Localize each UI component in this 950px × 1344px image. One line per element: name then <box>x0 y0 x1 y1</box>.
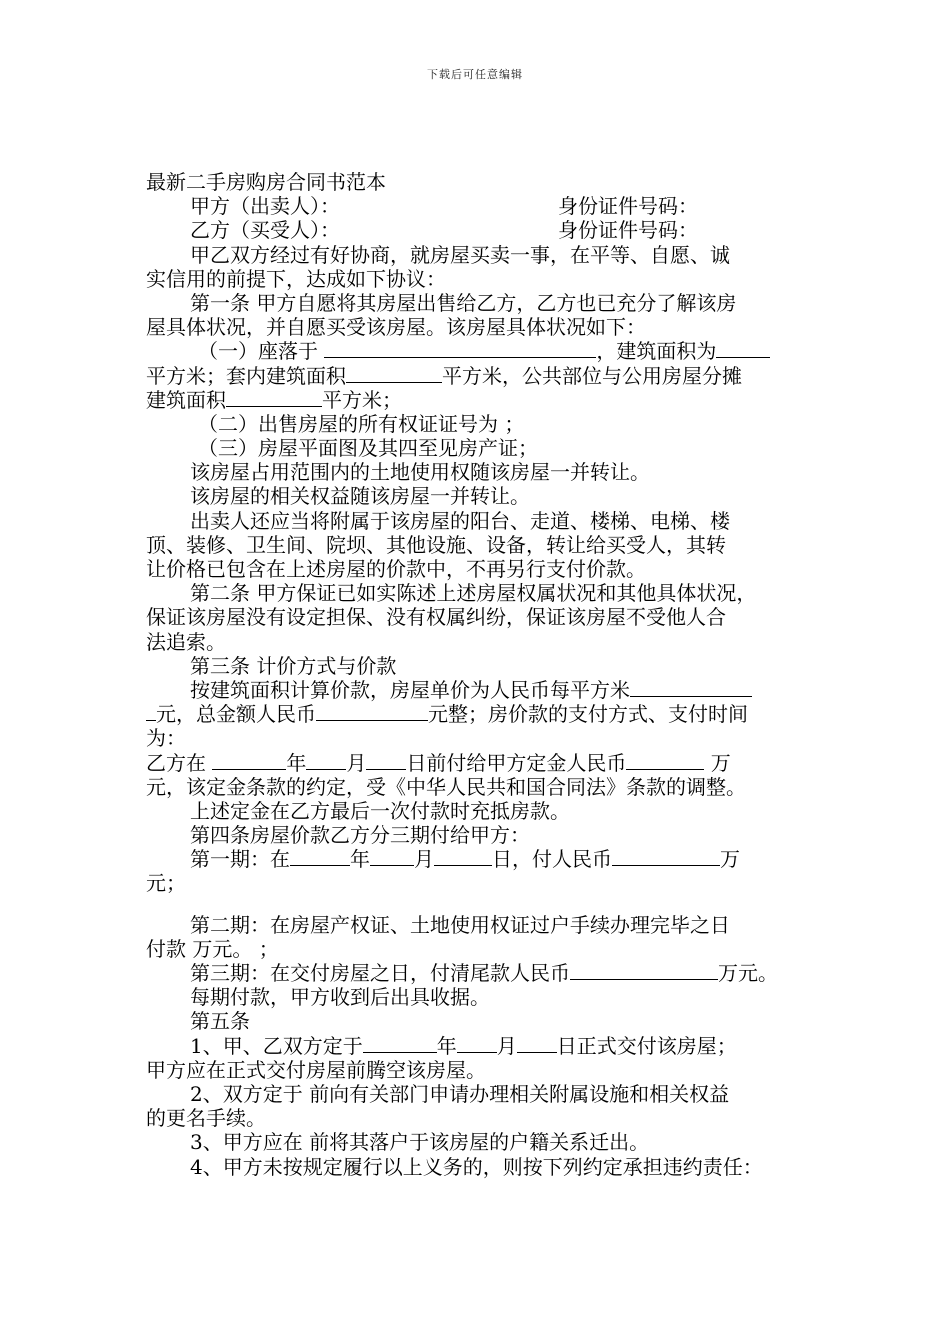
phase-3-line <box>146 961 826 985</box>
paragraph-line: 上述定金在乙方最后一次付款时充抵房款。 <box>190 798 570 823</box>
text-segment: 第三期：在交付房屋之日，付清尾款人民币 <box>190 961 570 985</box>
text-segment: 建筑面积 <box>146 387 226 412</box>
phase-1-year-blank[interactable] <box>290 848 350 866</box>
party-a-line <box>146 194 826 218</box>
page-header: 下载后可任意编辑 <box>427 68 523 81</box>
text-segment: 万 <box>704 750 731 775</box>
article-3-heading: 第三条 计价方式与价款 <box>190 653 397 678</box>
paragraph-line: 元，该定金条款的约定，受《中华人民共和国合同法》条款的调整。 <box>146 774 746 799</box>
text-segment: 日前付给甲方定金人民币 <box>406 750 627 775</box>
paragraph-line: 甲乙双方经过有好协商，就房屋买卖一事，在平等、自愿、诚 <box>190 242 730 267</box>
final-payment-blank[interactable] <box>570 962 718 980</box>
paragraph-line <box>146 678 826 702</box>
party-b-id-label: 身份证件号码： <box>558 218 698 243</box>
paragraph-line <box>146 364 826 388</box>
deposit-day-blank[interactable] <box>366 752 406 770</box>
text-segment: 年 <box>436 1033 457 1058</box>
unit-price-blank-cont[interactable] <box>146 703 156 721</box>
text-segment: （一）座落于 <box>198 339 325 364</box>
phase-1-month-blank[interactable] <box>370 848 414 866</box>
text-segment: 按建筑面积计算价款，房屋单价为人民币每平方米 <box>190 677 630 702</box>
text-segment: 月 <box>414 847 434 872</box>
paragraph-line: 付款 万元。 ； <box>146 936 279 961</box>
deposit-line <box>146 751 826 775</box>
party-b-line <box>146 218 826 242</box>
article-1-heading: 第一条 甲方自愿将其房屋出售给乙方，乙方也已充分了解该房 <box>190 290 737 315</box>
article-2-heading: 第二条 甲方保证已如实陈述上述房屋权属状况和其他具体状况， <box>190 581 757 606</box>
unit-price-blank[interactable] <box>630 679 752 697</box>
text-segment: 乙方在 <box>146 750 213 775</box>
phase-1-amount-blank[interactable] <box>612 848 720 866</box>
deposit-year-blank[interactable] <box>212 752 286 770</box>
paragraph-line: 甲方应在正式交付房屋前腾空该房屋。 <box>146 1057 486 1082</box>
paragraph-line: 保证该房屋没有设定担保、没有权属纠纷，保证该房屋不受他人合 <box>146 605 726 630</box>
paragraph-line: 元； <box>146 871 186 896</box>
text-segment: 年 <box>350 847 370 872</box>
text-segment: 平方米； <box>322 387 402 412</box>
clause-4-line: 4、甲方未按规定履行以上义务的，则按下列约定承担违约责任： <box>190 1154 763 1179</box>
text-segment: 年 <box>286 750 307 775</box>
text-segment: 月 <box>346 750 367 775</box>
address-blank[interactable] <box>324 340 596 358</box>
building-area-blank[interactable] <box>716 340 770 358</box>
text-segment: ，建筑面积为 <box>596 339 717 364</box>
item-2-line: （二）出售房屋的所有权证证号为 ； <box>198 411 525 436</box>
text-segment: 日正式交付该房屋； <box>556 1033 737 1058</box>
text-segment: 日，付人民币 <box>492 847 612 872</box>
paragraph-line: 顶、装修、卫生间、院坝、其他设施、设备，转让给买受人，其转 <box>146 532 726 557</box>
item-1-line <box>146 339 826 363</box>
handover-month-blank[interactable] <box>457 1035 497 1053</box>
text-segment: 万 <box>720 847 740 872</box>
handover-year-blank[interactable] <box>363 1035 437 1053</box>
phase-2-line: 第二期：在房屋产权证、土地使用权证过户手续办理完毕之日 <box>190 912 730 937</box>
text-segment: 万元。 <box>718 961 778 985</box>
article-4-heading: 第四条房屋价款乙方分三期付给甲方： <box>190 823 530 848</box>
party-b-label: 乙方（买受人）： <box>190 218 340 243</box>
clause-2-line: 2、双方定于 前向有关部门申请办理相关附属设施和相关权益 <box>190 1081 730 1106</box>
text-segment: 1、甲、乙双方定于 <box>190 1033 363 1058</box>
text-segment: 第一期：在 <box>190 847 290 872</box>
article-5-heading: 第五条 <box>190 1009 250 1034</box>
text-segment: 平方米，公共部位与公用房屋分摊 <box>442 363 742 388</box>
deposit-month-blank[interactable] <box>306 752 346 770</box>
paragraph-line: 法追索。 <box>146 629 226 654</box>
contract-body <box>146 170 826 1179</box>
text-segment: 月 <box>496 1033 517 1058</box>
text-segment: 元整；房价款的支付方式、支付时间 <box>428 702 748 727</box>
paragraph-line: 为： <box>146 726 186 751</box>
inner-area-blank[interactable] <box>346 365 442 383</box>
party-a-label: 甲方（出卖人）： <box>190 194 340 219</box>
clause-1-line <box>146 1034 826 1058</box>
paragraph-line <box>146 702 826 726</box>
total-price-blank[interactable] <box>316 703 428 721</box>
paragraph-line <box>146 388 826 412</box>
text-segment: 元，总金额人民币 <box>156 702 316 727</box>
text-segment: 平方米；套内建筑面积 <box>146 363 346 388</box>
paragraph-line: 每期付款，甲方收到后出具收据。 <box>190 985 490 1010</box>
paragraph-line: 该房屋的相关权益随该房屋一并转让。 <box>190 484 530 509</box>
party-a-id-label: 身份证件号码： <box>558 194 698 219</box>
item-3-line: （三）房屋平面图及其四至见房产证； <box>198 436 538 461</box>
paragraph-line: 屋具体状况，并自愿买受该房屋。该房屋具体状况如下： <box>146 315 646 340</box>
paragraph-line: 该房屋占用范围内的土地使用权随该房屋一并转让。 <box>190 460 650 485</box>
phase-1-line <box>146 847 826 871</box>
paragraph-line: 实信用的前提下，达成如下协议： <box>146 266 446 291</box>
paragraph-line: 让价格已包含在上述房屋的价款中，不再另行支付价款。 <box>146 557 646 581</box>
handover-day-blank[interactable] <box>517 1035 557 1053</box>
paragraph-line: 出卖人还应当将附属于该房屋的阳台、走道、楼梯、电梯、楼 <box>190 508 730 533</box>
paragraph-line: 的更名手续。 <box>146 1106 266 1131</box>
phase-1-day-blank[interactable] <box>434 848 492 866</box>
deposit-amount-blank[interactable] <box>626 752 704 770</box>
document-title: 最新二手房购房合同书范本 <box>146 170 386 194</box>
shared-area-blank[interactable] <box>226 389 322 407</box>
clause-3-line: 3、甲方应在 前将其落户于该房屋的户籍关系迁出。 <box>190 1130 650 1155</box>
